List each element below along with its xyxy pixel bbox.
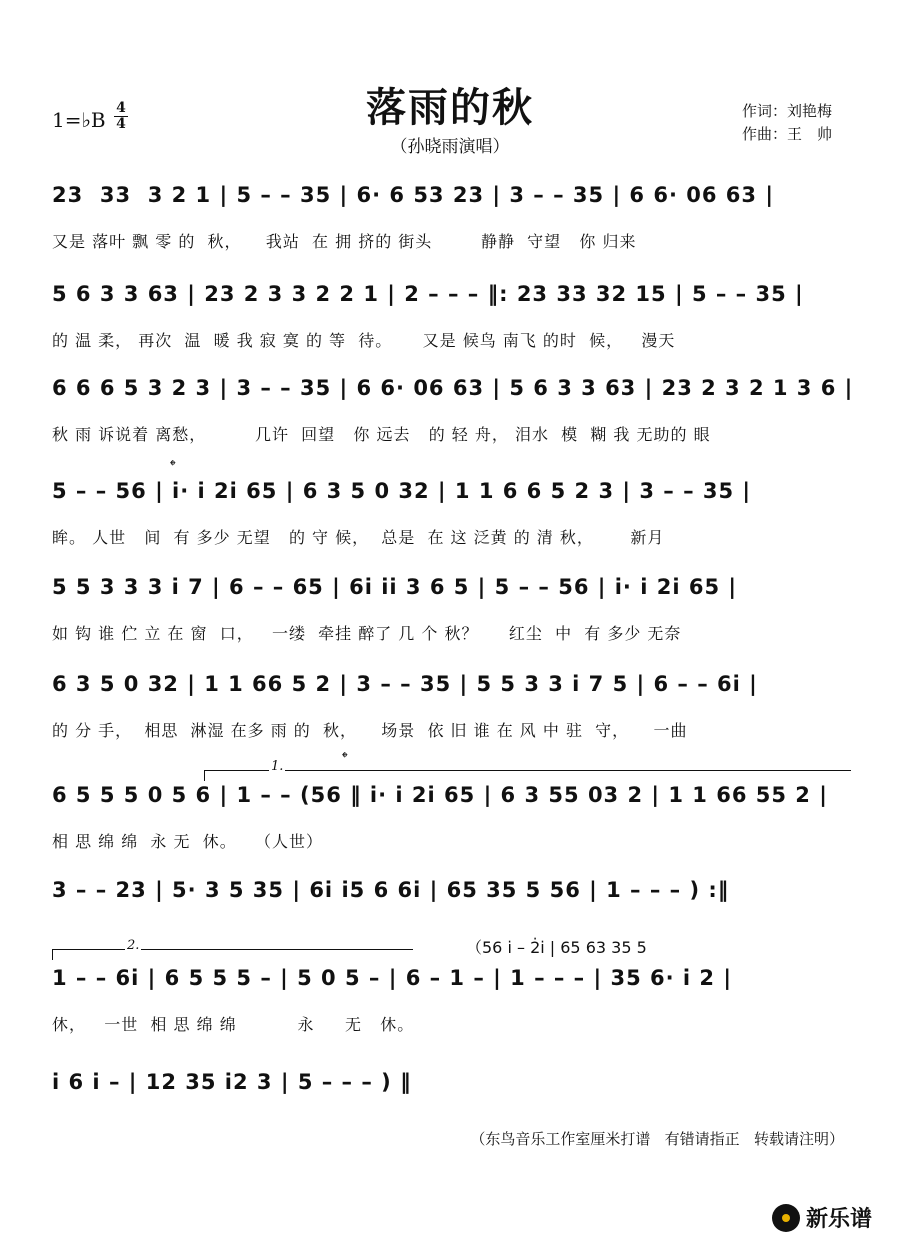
coda-mark-2: 𝄌 [342, 748, 348, 767]
page-title: 落雨的秋 [366, 84, 534, 131]
site-logo [772, 1202, 892, 1238]
time-signature-top: 4 [114, 101, 128, 117]
lyrics-line: 眸。 人世 间 有 多少 无望 的 守 候， 总是 在 这 泛黄 的 清 秋， 新月 [52, 528, 665, 547]
notation-line: 6 5 5 5 0 5 6 | 1 – – (56 ‖ i· i 2i 65 | 6 3 55 03 2 | 1 1 66 55 2 | [52, 783, 828, 807]
notation-line: i 6 i – | 12 35 i2 3 | 5 – – – ) ‖ [52, 1070, 412, 1094]
time-signature-bottom: 4 [116, 116, 126, 132]
disc-icon [772, 1204, 800, 1232]
composer-credit: 作曲：王 帅 [742, 125, 833, 143]
volta-1-label: 1. [271, 759, 284, 774]
lyrics-line: 又是 落叶 飘 零 的 秋， 我站 在 拥 挤的 街头 静静 守望 你 归来 [52, 232, 637, 251]
notation-line: 23 33 3 2 1 | 5 – – 35 | 6· 6 53 23 | 3 – – 35 | 6 6· 06 63 | [52, 183, 774, 207]
notation-line: 6 6 6 5 3 2 3 | 3 – – 35 | 6 6· 06 63 | 5 6 3 3 63 | 23 2 3 2 1 3 6 | [52, 376, 854, 400]
lyrics-line: 相 思 绵 绵 永 无 休。 （人世） [52, 832, 323, 851]
lyrics-line [52, 924, 856, 948]
lyricist-credit: 作词：刘艳梅 [742, 102, 833, 120]
time-signature [114, 101, 128, 132]
coda-mark: 𝄌 [170, 456, 176, 475]
lyrics-line: 的 温 柔， 再次 温 暖 我 寂 寞 的 等 待。 又是 候鸟 南飞 的时 候， 漫天 [52, 331, 676, 350]
notation-line: 5 5 3 3 3 i 7 | 6 – – 65 | 6i ii 3 6 5 | 5 – – 56 | i· i 2i 65 | [52, 575, 738, 599]
notation-line: 5 6 3 3 63 | 23 2 3 3 2 2 1 | 2 – – – ‖: 23 33 32 15 | 5 – – 35 | [52, 282, 804, 306]
lyrics-line: 休， 一世 相 思 绵 绵 永 无 休。 [52, 1015, 415, 1034]
alternate-phrase: （56 i̇ – 2̇i̇ | 65 63 35 5 [466, 938, 647, 957]
lyrics-line: 的 分 手， 相思 淋湿 在多 雨 的 秋， 场景 依 旧 谁 在 风 中 驻 守， 一曲 [52, 721, 688, 740]
performer-note: （孙晓雨演唱） [390, 137, 510, 157]
site-logo-text: 新乐谱 [806, 1207, 873, 1232]
notation-line: 5 – – 56 | i· i 2i 65 | 6 3 5 0 32 | 1 1 6 6 5 2 3 | 3 – – 35 | [52, 479, 752, 503]
notation-line: 6 3 5 0 32 | 1 1 66 5 2 | 3 – – 35 | 5 5 3 3 i 7 5 | 6 – – 6i | [52, 672, 758, 696]
notation-line: 1 – – 6i | 6 5 5 5 – | 5 0 5 – | 6 – 1 – | 1 – – – | 35 6· i 2 | [52, 966, 733, 990]
volta-2-label: 2. [127, 938, 140, 953]
key-signature: 1=♭B [52, 108, 106, 132]
volta-2-bracket [52, 938, 413, 960]
transcriber-note: （东鸟音乐工作室厘米打谱 有错请指正 转载请注明） [470, 1130, 844, 1148]
notation-line: 3 – – 23 | 5· 3 5 35 | 6i i5 6 6i | 65 35 5 56 | 1 – – – ) :‖ [52, 878, 730, 902]
volta-1-bracket [204, 759, 851, 781]
lyrics-line: 如 钩 谁 伫 立 在 窗 口， 一缕 牵挂 醉了 几 个 秋？ 红尘 中 有 多少 无奈 [52, 624, 682, 643]
lyrics-line: 秋 雨 诉说着 离愁， 几许 回望 你 远去 的 轻 舟， 泪水 模 糊 我 无助的 眼 [52, 425, 711, 444]
